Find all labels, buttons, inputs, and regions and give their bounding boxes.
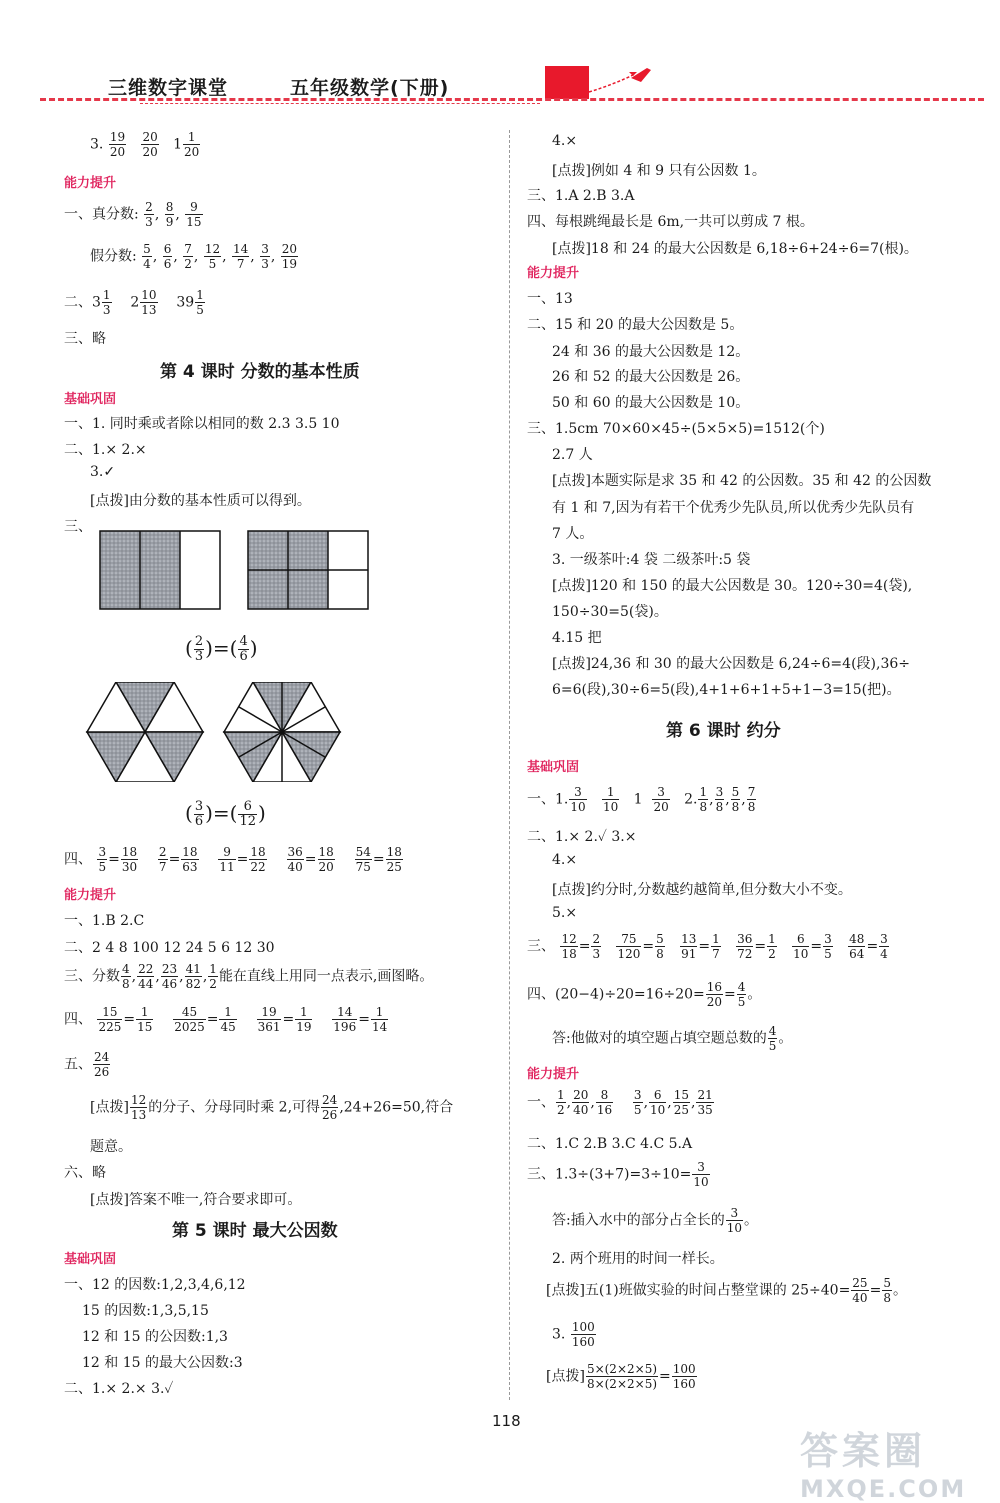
answer-line: 四、 $\frac{15}{225}$ = $\frac{1}{15}$ $\frac{45}{2025}$ = $\frac{1}{45}$ $\frac{19}{361}$ = $\frac{1}{19}$ $\frac{14}{196}$ = $\frac{1}{14}$ bbox=[64, 1005, 388, 1034]
answer-line: 一、12 的因数:1,2,3,4,6,12 bbox=[64, 1277, 246, 1293]
lesson-title: 第 4 课时 分数的基本性质 bbox=[160, 362, 360, 382]
lesson-title: 第 6 课时 约分 bbox=[666, 721, 781, 741]
answer-line: 2. 两个班用的时间一样长。 bbox=[552, 1251, 724, 1267]
header-divider-2 bbox=[140, 103, 540, 104]
answer-line: [点拨]五(1)班做实验的时间占整堂课的 25÷40= $\frac{25}{40}$ = $\frac{5}{8}$ 。 bbox=[546, 1276, 907, 1305]
fraction-rect-diagram bbox=[95, 528, 375, 612]
answer-line: [点拨]本题实际是求 35 和 42 的公因数。35 和 42 的公因数 bbox=[552, 473, 932, 489]
answer-line: 三、分数 $\frac{4}{8}$ , $\frac{22}{44}$ , $\frac{23}{46}$ , $\frac{41}{82}$ , $\frac{1}{2}$ 能在直线上用同一点表示,画图略。 bbox=[64, 962, 434, 991]
answer-line: 50 和 60 的最大公因数是 10。 bbox=[552, 395, 750, 411]
answer-line: 假分数: $\frac{5}{4}$ , $\frac{6}{6}$ , $\frac{7}{2}$ , $\frac{12}{5}$ , $\frac{14}{7}$ , $\frac{3}{3}$ , $\frac{20}{19}$ bbox=[90, 242, 298, 271]
answer-line: 三、 $\frac{12}{18}$ = $\frac{2}{3}$ $\frac{75}{120}$ = $\frac{5}{8}$ $\frac{13}{91}$ = $\frac{1}{7}$ $\frac{36}{72}$ = $\frac{1}{2}$ $\frac{6}{10}$ = $\frac{3}{5}$ $\frac{48}{64}$ = $\frac{3}{4}$ bbox=[527, 932, 888, 961]
section-label: 能力提升 bbox=[527, 1067, 580, 1082]
answer-line: 26 和 52 的最大公因数是 26。 bbox=[552, 369, 750, 385]
answer-line: 二、1.× 2.× bbox=[64, 442, 147, 458]
answer-line: 二、1.C 2.B 3.C 4.C 5.A bbox=[527, 1136, 693, 1152]
watermark-logo bbox=[800, 1420, 990, 1503]
answer-line: 4.× bbox=[552, 852, 578, 868]
answer-line: 有 1 和 7,因为有若干个优秀少先队员,所以优秀少先队员有 bbox=[552, 500, 915, 516]
fraction-hexagon-diagram bbox=[85, 682, 375, 782]
answer-line: 6=6(段),30÷6=5(段),4+1+6+1+5+1−3=15(把)。 bbox=[552, 682, 901, 698]
answer-line: 3. $\frac{19}{20}$ $\frac{20}{20}$ 1 $\frac{1}{20}$ bbox=[90, 130, 200, 159]
answer-line: 一、 $\frac{1}{2}$ , $\frac{20}{40}$ , $\frac{8}{16}$ $\frac{3}{5}$ , $\frac{6}{10}$ , $\frac{15}{25}$ , $\frac{21}{35}$ bbox=[527, 1088, 713, 1117]
answer-line: 一、1.B 2.C bbox=[64, 913, 145, 929]
answer-line: 题意。 bbox=[90, 1139, 132, 1155]
header-red-block bbox=[545, 66, 589, 99]
answer-line: 4.15 把 bbox=[552, 630, 602, 646]
answer-line: 答:插入水中的部分占全长的 $\frac{3}{10}$ 。 bbox=[552, 1206, 758, 1235]
answer-line: 4.× bbox=[552, 133, 578, 149]
answer-line: [点拨]答案不唯一,符合要求即可。 bbox=[90, 1192, 302, 1208]
answer-line: 5.× bbox=[552, 905, 578, 921]
answer-line: 一、1. 同时乘或者除以相同的数 2.3 3.5 10 bbox=[64, 416, 340, 432]
answer-line: 三、1.A 2.B 3.A bbox=[527, 188, 635, 204]
section-label: 基础巩固 bbox=[64, 392, 117, 407]
header-book-title: 五年级数学(下册) bbox=[290, 77, 450, 99]
rocket-icon bbox=[585, 62, 655, 98]
header-divider bbox=[40, 98, 984, 101]
header-series-title: 三维数字课堂 bbox=[108, 77, 229, 99]
answer-line: 2.7 人 bbox=[552, 447, 593, 463]
answer-line: 二、2 4 8 100 12 24 5 6 12 30 bbox=[64, 940, 275, 956]
answer-line: 二、15 和 20 的最大公因数是 5。 bbox=[527, 317, 744, 333]
answer-line: 3. $\frac{100}{160}$ bbox=[552, 1320, 595, 1349]
answer-line: 12 和 15 的最大公因数:3 bbox=[82, 1355, 243, 1371]
answer-line: 四、 $\frac{3}{5}$ = $\frac{18}{30}$ $\frac{2}{7}$ = $\frac{18}{63}$ $\frac{9}{11}$ = $\frac{18}{22}$ $\frac{36}{40}$ = $\frac{18}{20}$ $\frac{54}{75}$ = $\frac{18}{25}$ bbox=[64, 845, 402, 874]
answer-line: 12 和 15 的公因数:1,3 bbox=[82, 1329, 228, 1345]
watermark-top: 答案圈 bbox=[800, 1429, 927, 1473]
answer-line: 六、略 bbox=[64, 1165, 106, 1181]
answer-line: 三、略 bbox=[64, 331, 106, 347]
answer-line: 五、 $\frac{24}{26}$ bbox=[64, 1050, 110, 1079]
answer-line: 二、1.× 2.× 3.✓ bbox=[64, 1381, 174, 1397]
answer-line: 三、 bbox=[64, 519, 92, 535]
answer-line: 150÷30=5(袋)。 bbox=[552, 604, 668, 620]
answer-line: 四、每根跳绳最长是 6m,一共可以剪成 7 根。 bbox=[527, 214, 814, 230]
fraction-equation: ( $\frac{3}{6}$ )=( $\frac{6}{12}$ ) bbox=[185, 799, 266, 829]
answer-line: 二、3 $\frac{1}{3}$ 2 $\frac{10}{13}$ 39 $\frac{1}{5}$ bbox=[64, 288, 204, 317]
section-label: 基础巩固 bbox=[64, 1252, 117, 1267]
answer-line: [点拨]120 和 150 的最大公因数是 30。120÷30=4(袋), bbox=[552, 578, 913, 594]
answer-line: 三、1.5cm 70×60×45÷(5×5×5)=1512(个) bbox=[527, 421, 825, 437]
column-divider bbox=[509, 130, 510, 1400]
answer-line: [点拨] $\frac{5\times(2\times 2\times 5)}{8\times(2\times 2\times 5)}$ = $\frac{100}{160}$ bbox=[546, 1362, 696, 1391]
section-label: 能力提升 bbox=[64, 176, 117, 191]
answer-line: 3. 一级茶叶:4 袋 二级茶叶:5 袋 bbox=[552, 552, 751, 568]
answer-line: [点拨]24,36 和 30 的最大公因数是 6,24÷6=4(段),36÷ bbox=[552, 656, 910, 672]
answer-line: 二、1.× 2.✓ 3.× bbox=[527, 829, 637, 845]
page-number: 118 bbox=[492, 1412, 521, 1430]
answer-line: [点拨]例如 4 和 9 只有公因数 1。 bbox=[552, 163, 766, 179]
answer-line: [点拨] $\frac{12}{13}$ 的分子、分母同时乘 2,可得 $\frac{24}{26}$ ,24+26=50,符合 bbox=[90, 1093, 454, 1122]
answer-line: 一、真分数: $\frac{2}{3}$ , $\frac{8}{9}$ , $\frac{9}{15}$ bbox=[64, 200, 202, 229]
answer-line: 3.✓ bbox=[90, 464, 116, 480]
fraction-equation: ( $\frac{2}{3}$ )=( $\frac{4}{6}$ ) bbox=[185, 634, 258, 664]
answer-line: 24 和 36 的最大公因数是 12。 bbox=[552, 344, 750, 360]
answer-line: [点拨]约分时,分数越约越简单,但分数大小不变。 bbox=[552, 882, 852, 898]
section-label: 能力提升 bbox=[64, 888, 117, 903]
answer-line: 一、1. $\frac{3}{10}$ $\frac{1}{10}$ 1 $\frac{3}{20}$ 2. $\frac{1}{8}$ , $\frac{3}{8}$ , $\frac{5}{8}$ , $\frac{7}{8}$ bbox=[527, 785, 756, 814]
answer-line: 三、1.3÷(3+7)=3÷10= $\frac{3}{10}$ bbox=[527, 1160, 709, 1189]
answer-line: 7 人。 bbox=[552, 526, 594, 542]
watermark-bottom: MXQE.COM bbox=[800, 1475, 967, 1503]
lesson-title: 第 5 课时 最大公因数 bbox=[172, 1221, 338, 1241]
section-label: 基础巩固 bbox=[527, 760, 580, 775]
answer-line: 15 的因数:1,3,5,15 bbox=[82, 1303, 209, 1319]
section-label: 能力提升 bbox=[527, 266, 580, 281]
answer-line: 一、13 bbox=[527, 291, 573, 307]
answer-line: 四、(20−4)÷20=16÷20= $\frac{16}{20}$ = $\frac{4}{5}$ 。 bbox=[527, 980, 762, 1009]
answer-line: [点拨]18 和 24 的最大公因数是 6,18÷6+24÷6=7(根)。 bbox=[552, 241, 918, 257]
answer-line: [点拨]由分数的基本性质可以得到。 bbox=[90, 493, 311, 509]
answer-line: 答:他做对的填空题占填空题总数的 $\frac{4}{5}$ 。 bbox=[552, 1024, 793, 1053]
